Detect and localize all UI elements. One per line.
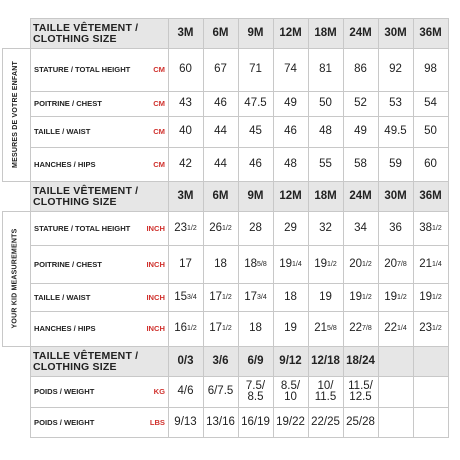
grid-line [2, 211, 3, 346]
grid-line [168, 18, 169, 437]
size-column-header: 24M [349, 190, 372, 202]
measurement-label: HANCHES / HIPS [34, 324, 96, 333]
measurement-value: 98 [424, 63, 437, 75]
measurement-value [168, 245, 203, 283]
value-whole: 18 [214, 257, 227, 270]
size-column-header: 30M [384, 27, 407, 39]
size-column-header: 6M [212, 27, 229, 39]
value-whole: 19 [319, 290, 332, 303]
value-whole: 21 [314, 322, 328, 334]
value-line: 13/16 [206, 415, 235, 428]
measurement-label: TAILLE / WAIST [34, 127, 91, 136]
measurement-value [168, 283, 203, 311]
side-label-text: YOUR KID MEASUREMENTS [11, 228, 19, 329]
unit-label: INCH [146, 292, 165, 302]
value-fraction: 7/8 [362, 325, 372, 332]
value-whole: 16 [174, 322, 188, 334]
grid-line [30, 311, 449, 312]
grid-line [30, 181, 449, 182]
value-whole: 20 [349, 257, 363, 270]
measurement-value: 74 [284, 63, 297, 75]
side-label-imperial [0, 211, 30, 346]
value-fraction: 1/2 [222, 293, 232, 301]
size-column-header: 9M [247, 27, 264, 39]
measurement-value: 50 [319, 97, 332, 109]
size-column-header: 36M [419, 190, 442, 202]
measurement-value: 55 [319, 157, 332, 170]
measurement-value [238, 211, 273, 245]
measurement-value [168, 211, 203, 245]
value-whole: 20 [384, 257, 398, 270]
grid-line [2, 211, 31, 212]
size-column-header: 3M [177, 27, 194, 39]
grid-line [30, 376, 449, 377]
measurement-value: 48 [284, 157, 297, 170]
size-header-label [33, 351, 138, 373]
grid-line [343, 18, 344, 437]
measurement-value [413, 245, 448, 283]
grid-line [2, 181, 31, 182]
measurement-value: 59 [389, 157, 402, 170]
grid-line [30, 18, 31, 437]
value-fraction: 1/2 [432, 224, 442, 232]
measurement-value [238, 283, 273, 311]
value-line: 10 [284, 390, 297, 403]
size-column-header: 18/24 [346, 355, 375, 367]
measurement-value [238, 311, 273, 346]
value-fraction: 1/2 [187, 224, 197, 232]
unit-label: INCH [146, 259, 165, 269]
value-whole: 23 [174, 221, 188, 234]
value-whole: 18 [284, 290, 297, 303]
measurement-value [308, 211, 343, 245]
measurement-value: 50 [424, 125, 437, 137]
value-line: 25/28 [346, 415, 375, 428]
unit-label: KG [153, 387, 165, 396]
measurement-value [413, 211, 448, 245]
value-whole: 19 [384, 290, 398, 303]
size-column-header: 18M [314, 27, 337, 39]
measurement-value [238, 245, 273, 283]
value-fraction: 1/2 [362, 293, 372, 301]
value-line: 10/ [317, 379, 334, 392]
measurement-value [168, 311, 203, 346]
grid-line [413, 18, 414, 437]
size-header-line: TAILLE VÊTEMENT / [33, 350, 139, 362]
measurement-label: STATURE / TOTAL HEIGHT [34, 65, 131, 74]
unit-label: INCH [146, 223, 165, 233]
measurement-label: HANCHES / HIPS [34, 159, 96, 169]
value-line: 8.5/ [280, 379, 301, 392]
unit-label: LBS [149, 417, 165, 427]
value-fraction: 1/2 [362, 260, 372, 268]
measurement-value [308, 245, 343, 283]
grid-line [2, 48, 3, 181]
value-line: 4/6 [177, 385, 194, 397]
grid-line [378, 18, 379, 437]
measurement-value: 52 [354, 97, 367, 109]
measurement-value [413, 311, 448, 346]
grid-line [30, 245, 449, 246]
grid-line [30, 407, 449, 408]
measurement-value [308, 376, 343, 407]
value-line: 7.5/ [245, 379, 266, 392]
measurement-value: 48 [319, 125, 332, 137]
size-column-header: 9/12 [279, 355, 302, 367]
value-fraction: 1/2 [432, 293, 442, 301]
value-whole: 19 [279, 257, 293, 270]
value-whole: 19 [284, 322, 297, 334]
value-line: 11.5 [314, 390, 337, 403]
value-whole: 26 [209, 221, 223, 234]
size-column-header: 12M [279, 190, 302, 202]
measurement-value [343, 211, 378, 245]
measurement-value: 45 [249, 125, 262, 137]
size-column-header: 36M [419, 27, 442, 39]
measurement-value: 42 [179, 157, 192, 170]
measurement-value [343, 245, 378, 283]
size-column-header: 18M [314, 190, 337, 202]
grid-line [273, 18, 274, 437]
value-fraction: 7/8 [397, 260, 407, 268]
value-whole: 22 [349, 322, 363, 334]
measurement-value [203, 211, 238, 245]
value-fraction: 3/4 [187, 293, 197, 301]
value-whole: 17 [209, 290, 223, 303]
measurement-value: 58 [354, 157, 367, 170]
measurement-value [308, 311, 343, 346]
size-column-header: 24M [349, 27, 372, 39]
measurement-value [343, 311, 378, 346]
measurement-label: TAILLE / WAIST [34, 292, 91, 302]
value-line: 6/7.5 [207, 385, 234, 397]
measurement-value [343, 283, 378, 311]
measurement-value: 60 [424, 157, 437, 170]
size-column-header: 6M [212, 190, 229, 202]
value-whole: 32 [319, 221, 332, 234]
measurement-value [413, 283, 448, 311]
measurement-value [343, 376, 378, 407]
measurement-value [273, 211, 308, 245]
grid-line [30, 48, 449, 49]
measurement-value [168, 407, 203, 437]
value-whole: 23 [419, 322, 433, 334]
measurement-value: 49 [284, 97, 297, 109]
size-header-line: CLOTHING SIZE [33, 361, 117, 373]
value-fraction: 1/2 [432, 325, 442, 332]
value-line: 11.5/ [348, 379, 373, 392]
measurement-value [203, 283, 238, 311]
measurement-value [378, 311, 413, 346]
grid-line [30, 91, 449, 92]
size-column-header: 12M [279, 27, 302, 39]
value-fraction: 1/4 [432, 260, 442, 268]
size-column-header: 12/18 [311, 355, 340, 367]
measurement-value: 81 [319, 63, 332, 75]
value-whole: 22 [384, 322, 398, 334]
size-header-line: TAILLE VÊTEMENT / [33, 185, 139, 197]
unit-label: CM [153, 65, 165, 74]
measurement-value: 44 [214, 157, 227, 170]
value-fraction: 1/2 [397, 293, 407, 301]
measurement-label: POIDS / WEIGHT [34, 417, 95, 427]
measurement-label: STATURE / TOTAL HEIGHT [34, 223, 131, 233]
value-fraction: 1/4 [397, 325, 407, 332]
size-header-line: CLOTHING SIZE [33, 33, 117, 45]
size-column-header: 30M [384, 190, 407, 202]
grid-line [2, 48, 31, 49]
value-fraction: 1/2 [222, 224, 232, 232]
measurement-label: POIDS / WEIGHT [34, 387, 95, 396]
measurement-value: 67 [214, 63, 227, 75]
measurement-value [273, 376, 308, 407]
measurement-value: 71 [249, 63, 262, 75]
value-whole: 17 [179, 257, 192, 270]
size-header-label [33, 23, 138, 45]
measurement-value: 92 [389, 63, 402, 75]
value-whole: 19 [419, 290, 433, 303]
measurement-label: POITRINE / CHEST [34, 99, 102, 108]
value-whole: 21 [419, 257, 433, 270]
grid-line [30, 116, 449, 117]
unit-label: CM [153, 159, 165, 169]
grid-line [30, 147, 449, 148]
grid-line [238, 18, 239, 437]
measurement-value: 43 [179, 97, 192, 109]
measurement-value [273, 283, 308, 311]
measurement-value: 44 [214, 125, 227, 137]
measurement-value [168, 376, 203, 407]
value-whole: 28 [249, 221, 262, 234]
size-header-line: TAILLE VÊTEMENT / [33, 22, 139, 34]
size-header-label [33, 186, 138, 208]
value-fraction: 1/2 [187, 325, 197, 332]
grid-line [203, 18, 204, 437]
measurement-value [203, 376, 238, 407]
value-whole: 19 [349, 290, 363, 303]
value-whole: 18 [249, 322, 262, 334]
measurement-value [273, 311, 308, 346]
value-fraction: 1/2 [327, 260, 337, 268]
value-line: 8.5 [247, 390, 264, 403]
grid-line [308, 18, 309, 437]
value-line: 16/19 [241, 415, 270, 428]
measurement-value [308, 407, 343, 437]
measurement-value [203, 245, 238, 283]
measurement-value [273, 245, 308, 283]
size-column-header: 0/3 [177, 355, 194, 367]
measurement-value: 47.5 [244, 97, 267, 109]
measurement-value [308, 283, 343, 311]
grid-line [448, 18, 449, 437]
value-whole: 15 [174, 290, 188, 303]
measurement-value [238, 376, 273, 407]
grid-line [30, 211, 449, 212]
measurement-value [343, 407, 378, 437]
measurement-value: 46 [249, 157, 262, 170]
value-line: 9/13 [174, 415, 197, 428]
unit-label: INCH [146, 324, 165, 333]
value-line: 22/25 [311, 415, 340, 428]
measurement-value [378, 245, 413, 283]
value-whole: 36 [389, 221, 402, 234]
value-whole: 19 [314, 257, 328, 270]
value-whole: 34 [354, 221, 367, 234]
measurement-value: 46 [214, 97, 227, 109]
value-whole: 17 [244, 290, 258, 303]
measurement-value [203, 407, 238, 437]
measurement-value [203, 311, 238, 346]
value-fraction: 1/4 [292, 260, 302, 268]
value-whole: 18 [244, 257, 258, 270]
value-fraction: 5/8 [257, 260, 267, 268]
grid-line [30, 283, 449, 284]
value-whole: 29 [284, 221, 297, 234]
measurement-value: 60 [179, 63, 192, 75]
grid-line [2, 346, 31, 347]
value-fraction: 1/2 [222, 325, 232, 332]
unit-label: CM [153, 99, 165, 108]
value-whole: 38 [419, 221, 433, 234]
value-line: 12.5 [349, 390, 372, 403]
measurement-value [378, 211, 413, 245]
value-whole: 17 [209, 322, 223, 334]
size-column-header: 3M [177, 190, 194, 202]
measurement-value: 53 [389, 97, 402, 109]
side-label-metric [0, 48, 30, 181]
measurement-label: POITRINE / CHEST [34, 259, 102, 269]
size-column-header: 3/6 [212, 355, 229, 367]
size-header-line: CLOTHING SIZE [33, 196, 117, 208]
size-column-header: 6/9 [247, 355, 264, 367]
measurement-value [273, 407, 308, 437]
measurement-value: 49.5 [384, 125, 407, 137]
measurement-value: 86 [354, 63, 367, 75]
grid-line [30, 18, 449, 19]
grid-line [30, 437, 449, 438]
measurement-value [238, 407, 273, 437]
grid-line [30, 346, 449, 347]
measurement-value: 54 [424, 97, 437, 109]
unit-label: CM [153, 127, 165, 136]
value-fraction: 5/8 [327, 325, 337, 332]
value-line: 19/22 [276, 415, 305, 428]
value-fraction: 3/4 [257, 293, 267, 301]
size-column-header: 9M [247, 190, 264, 202]
measurement-value: 49 [354, 125, 367, 137]
side-label-text: MESURES DE VOTRE ENFANT [11, 61, 19, 168]
measurement-value [378, 283, 413, 311]
measurement-value: 46 [284, 125, 297, 137]
measurement-value: 40 [179, 125, 192, 137]
